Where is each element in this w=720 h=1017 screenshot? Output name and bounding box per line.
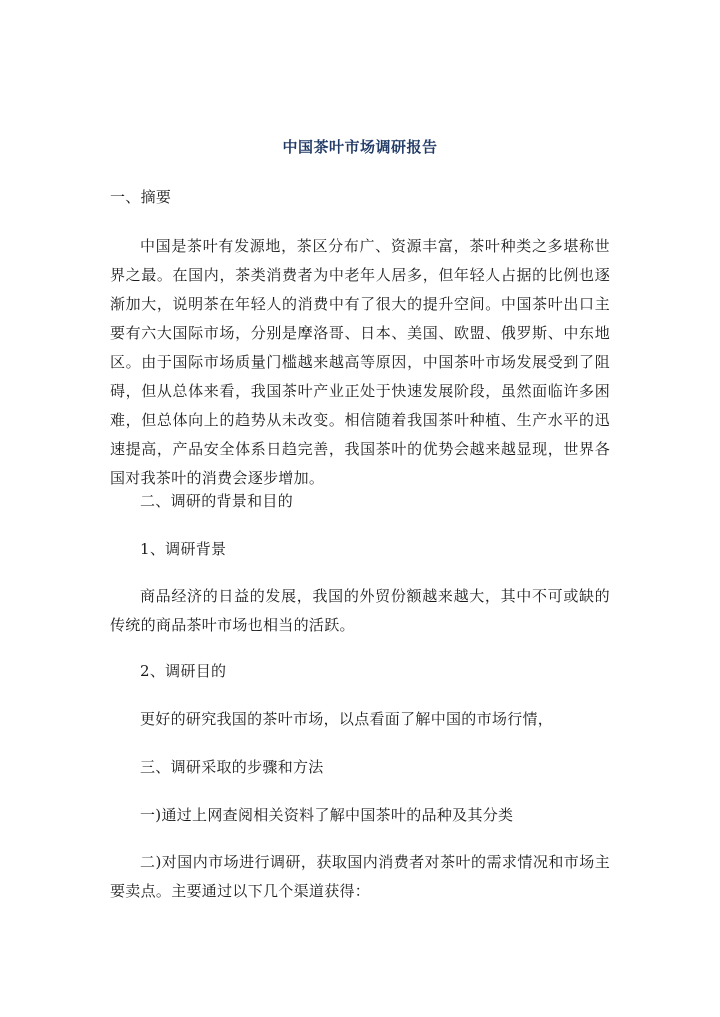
section-heading-abstract: 一、摘要 xyxy=(110,188,172,206)
subheading-purpose: 2、调研目的 xyxy=(140,662,227,680)
purpose-paragraph: 更好的研究我国的茶叶市场，以点看面了解中国的市场行情， xyxy=(140,710,554,728)
document-title: 中国茶叶市场调研报告 xyxy=(282,138,438,156)
section-heading-methods: 三、调研采取的步骤和方法 xyxy=(140,758,324,776)
method-step-1: 一)通过上网查阅相关资料了解中国茶叶的品种及其分类 xyxy=(140,806,514,824)
method-step-2-paragraph: 二)对国内市场进行调研，获取国内消费者对茶叶的需求情况和市场主要卖点。主要通过以下几个渠道获得： xyxy=(110,853,610,900)
abstract-paragraph: 中国是茶叶有发源地，茶区分布广、资源丰富，茶叶种类之多堪称世界之最。在国内，茶类消费者为中老年人居多，但年轻人占据的比例也逐渐加大，说明茶在年轻人的消费中有了很大的提升空间。中国茶叶出口主要有六大国际市场，分别是摩洛哥、日本、美国、欧盟、俄罗斯、中东地区。由于国际市场质量门槛越来越高等原因，中国茶叶市场发展受到了阻碍，但从总体来看，我国茶叶产业正处于快速发展阶段，虽然面临许多困难，但总体向上的趋势从未改变。相信随着我国茶叶种植、生产水平的迅速提高，产品安全体系日趋完善，我国茶叶的优势会越来越显现，世界各国对我茶叶的消费会逐步增加。 xyxy=(110,237,610,487)
section-heading-background-purpose: 二、调研的背景和目的 xyxy=(140,492,294,510)
subheading-background: 1、调研背景 xyxy=(140,540,227,558)
background-paragraph: 商品经济的日益的发展，我国的外贸份额越来越大，其中不可或缺的传统的商品茶叶市场也相当的活跃。 xyxy=(110,587,610,634)
